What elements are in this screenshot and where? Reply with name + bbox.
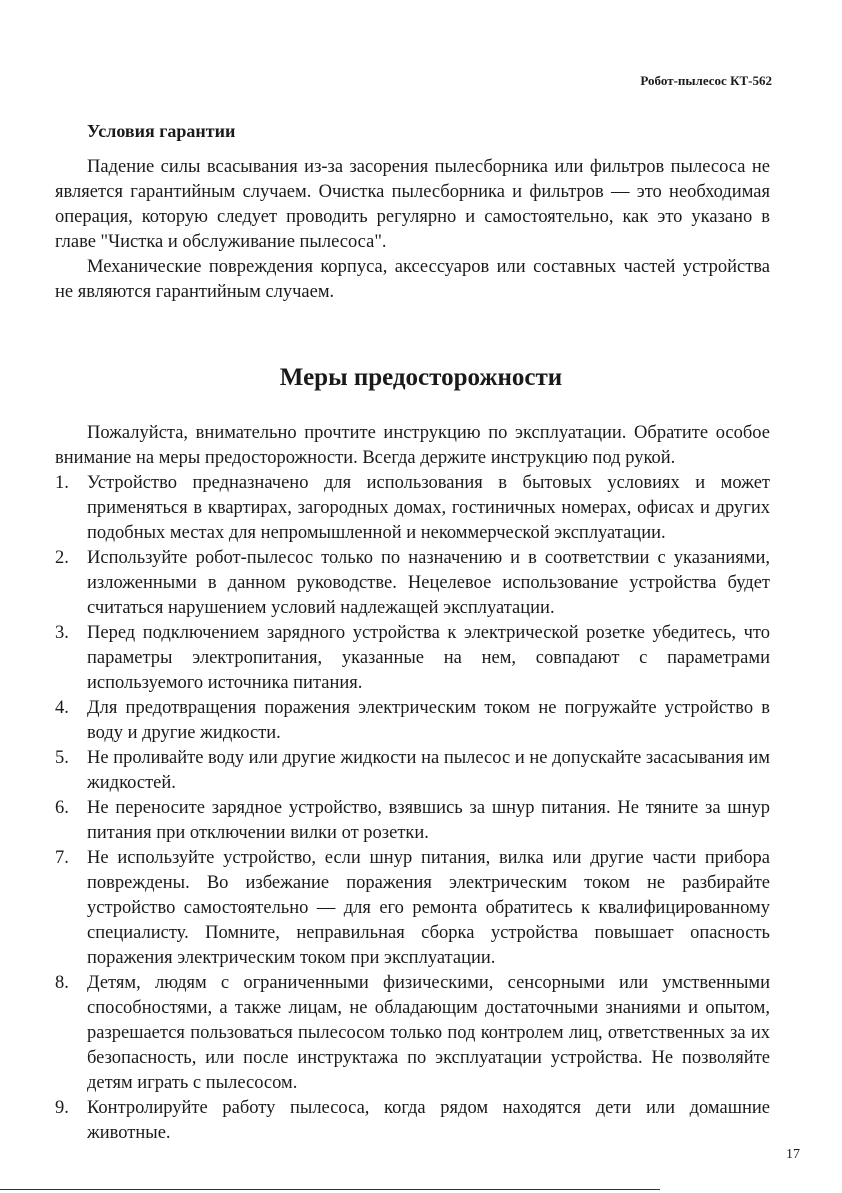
warranty-paragraph: Падение силы всасывания из-за засорения пылесборника или фильтров пылесоса не является гарантийным случаем. Очистка пылесборника и фильтров — это необходимая операция, которую следует проводить регулярно и самостоятельно, как это указано в главе "Чистка и обслуживание пылесоса". [55,157,770,252]
precaution-item [55,621,770,696]
item-text: Контролируйте работу пылесоса, когда рядом находятся дети или домашние животные. [87,1098,770,1143]
item-text: Не проливайте воду или другие жидкости на пылесос и не допускайте засасывания им жидкостей. [87,748,770,793]
running-header: Робот-пылесос КТ-562 [640,73,772,88]
precaution-item [55,846,770,971]
item-number: 6. [55,798,69,818]
warranty-paragraph: Механические повреждения корпуса, аксессуаров или составных частей устройства не являются гарантийным случаем. [55,257,770,302]
item-text: Не переносите зарядное устройство, взявшись за шнур питания. Не тяните за шнур питания при отключении вилки от розетки. [87,798,770,843]
item-number: 5. [55,748,69,768]
warranty-title: Условия гарантии [87,121,236,141]
precaution-item [55,1096,770,1146]
precaution-item [55,546,770,621]
item-text: Для предотвращения поражения электрическим током не погружайте устройство в воду и другие жидкости. [87,698,770,743]
precaution-item [55,796,770,846]
precautions-title: Меры предосторожности [279,364,563,391]
precaution-item [55,696,770,746]
item-text: Перед подключением зарядного устройства к электрической розетке убедитесь, что параметры электропитания, указанные на нем, совпадают с параметрами используемого источника питания. [87,623,770,693]
precaution-item [55,971,770,1096]
precautions-intro: Пожалуйста, внимательно прочтите инструкцию по эксплуатации. Обратите особое внимание на меры предосторожности. Всегда держите инструкцию под рукой. [55,423,770,468]
precautions-list [55,471,770,1146]
precaution-item [55,471,770,546]
footer-divider [0,1189,660,1190]
warranty-section [55,155,770,305]
item-number: 7. [55,848,69,868]
item-number: 9. [55,1098,69,1118]
item-number: 2. [55,548,69,568]
item-text: Не используйте устройство, если шнур питания, вилка или другие части прибора повреждены. Во избежание поражения электрическим током не разбирайте устройство самостоятельно — для его ремонта обратитесь к квалифицированному специалисту. Помните, неправильная сборка устройства повышает опасность поражения электрическим током при эксплуатации. [87,848,770,968]
precaution-item [55,746,770,796]
item-number: 1. [55,473,69,493]
item-text: Детям, людям с ограниченными физическими, сенсорными или умственными способностями, а также лицам, не обладающим достаточными знаниями и опытом, разрешается пользоваться пылесосом только под контролем лиц, ответственных за их безопасность, или после инструктажа по эксплуатации устройства. Не позволяйте детям играть с пылесосом. [87,973,770,1093]
page-number: 17 [786,1147,800,1162]
item-text: Устройство предназначено для использования в бытовых условиях и может применяться в квартирах, загородных домах, гостиничных номерах, офисах и других подобных местах для непромышленной и некоммерческой эксплуатации. [87,473,770,543]
item-number: 3. [55,623,69,643]
item-text: Используйте робот-пылесос только по назначению и в соответствии с указаниями, изложенными в данном руководстве. Нецелевое использование устройства будет считаться нарушением условий надлежащей эксплуатации. [87,548,770,618]
item-number: 8. [55,973,69,993]
item-number: 4. [55,698,69,718]
